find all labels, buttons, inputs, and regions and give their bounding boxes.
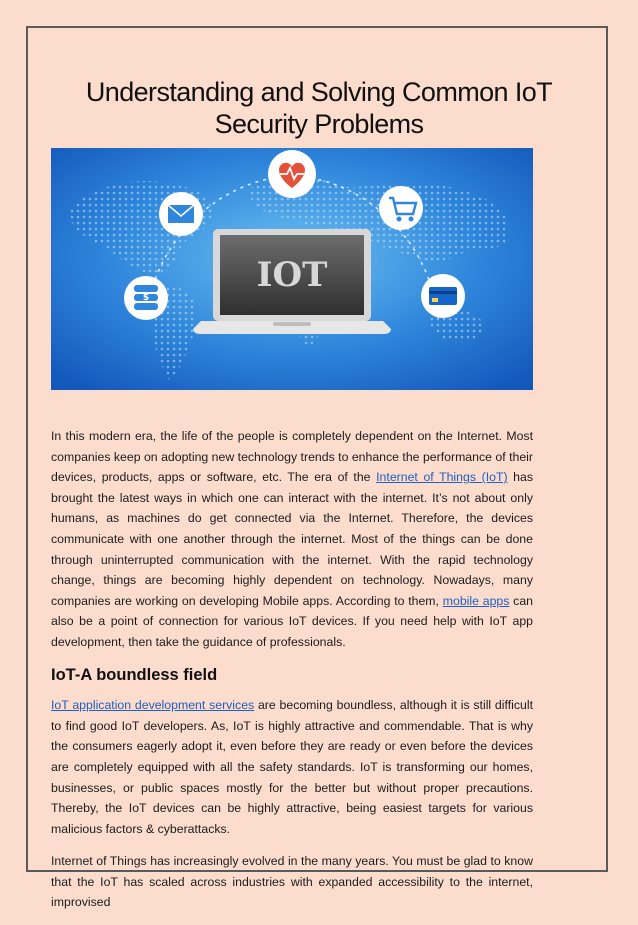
article-body — [51, 426, 533, 925]
coins-icon — [124, 276, 168, 320]
boundless-paragraph — [51, 695, 533, 839]
laptop-illustration — [193, 229, 391, 334]
shopping-cart-icon — [379, 186, 423, 230]
svg-text:$: $ — [142, 293, 150, 303]
evolution-paragraph: Internet of Things has increasingly evolved in the many years. You must be glad to know that the IoT has scaled across industries with expanded accessibility to the internet, improvised — [51, 854, 533, 910]
intro-text-3: can also be a point of connection for various IoT devices. If you need help with IoT app development, then take the guidance of professionals. — [51, 593, 533, 649]
intro-text-1: In this modern era, the life of the people is completely dependent on the Internet. Most companies keep on adopting new technology trends to enhance the performance of their devices, products, apps or software, etc. The era of the — [51, 429, 533, 485]
boundless-text: are becoming boundless, although it is still difficult to find good IoT developers. As, IoT is highly attractive and commendable. That is why the consumers eagerly adopt it, even before they are ready or even before the devices are completely equipped with all the safety standards. IoT is transforming our homes, businesses, or public spaces mostly for the better but without proper precautions. Thereby, the IoT devices can be highly attractive, being easiest targets for various malicious factors & cyberattacks. — [51, 698, 533, 836]
mobile-apps-link[interactable]: mobile apps — [442, 593, 510, 608]
mail-icon — [159, 192, 203, 236]
intro-text-2: has brought the latest ways in which one can interact with the internet. It’s not about only humans, as machines do get connected via the Internet. Therefore, the devices communicate with one another through the internet. Most of the things can be done through uninterrupted communication with the internet. With the rapid technology change, things are becoming highly dependent on technology. Nowadays, many companies are working on developing Mobile apps. According to them, — [51, 470, 533, 608]
title-line-1: Understanding and Solving Common IoT — [85, 77, 553, 108]
credit-card-icon — [421, 274, 465, 318]
laptop-screen-label: IOT — [256, 255, 328, 295]
section-heading: IoT-A boundless field — [51, 665, 218, 684]
hero-image — [51, 148, 533, 390]
intro-paragraph — [51, 426, 533, 653]
iot-link[interactable]: Internet of Things (IoT) — [376, 470, 508, 485]
page-title — [0, 76, 638, 140]
title-line-2: Security Problems — [214, 109, 424, 140]
iot-illustration — [51, 148, 533, 390]
iot-services-link[interactable]: IoT application development services — [51, 698, 255, 713]
heart-pulse-icon — [268, 150, 316, 198]
